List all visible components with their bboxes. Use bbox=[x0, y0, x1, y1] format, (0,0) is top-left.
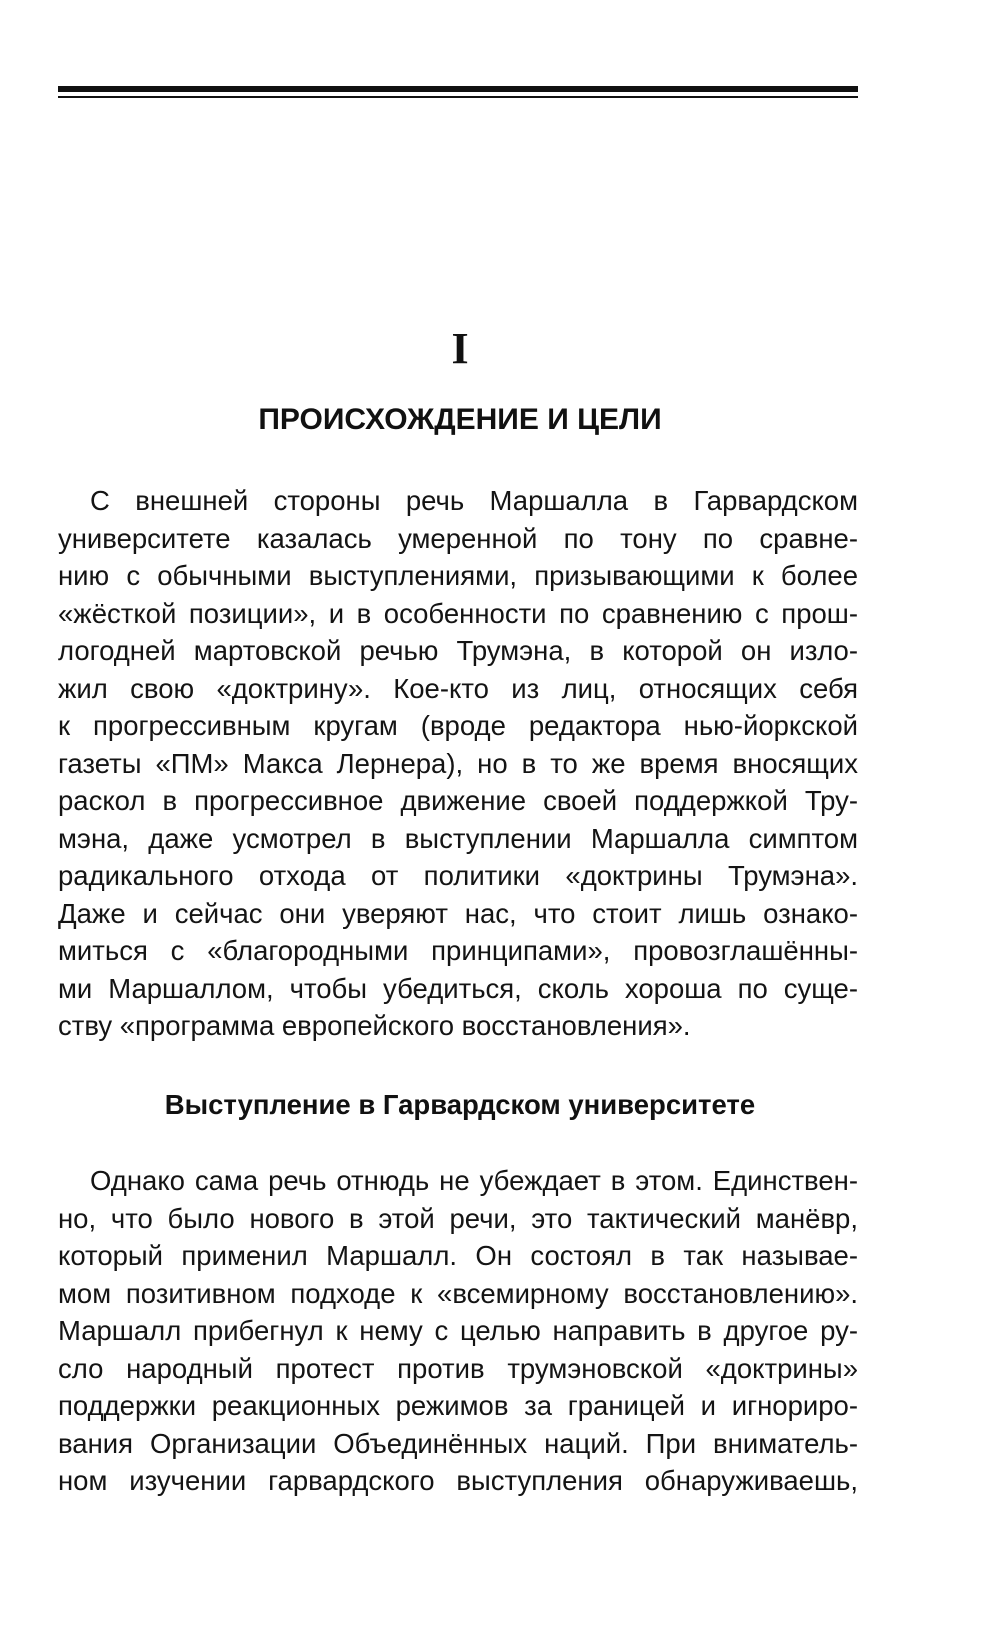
top-rule-thin-line bbox=[58, 96, 858, 98]
text-line: газеты «ПМ» Макса Лернера), но в то же время вносящих bbox=[58, 747, 858, 779]
text-line: Однако сама речь отнюдь не убеждает в этом. Единствен- bbox=[90, 1165, 858, 1196]
top-double-rule bbox=[58, 86, 858, 100]
text-line: ми Маршаллом, чтобы убедиться, сколь хороша по суще- bbox=[58, 972, 858, 1004]
text-line: университете казалась умеренной по тону по сравне- bbox=[58, 522, 858, 554]
text-line: сло народный протест против трумэновской «доктрины» bbox=[58, 1352, 858, 1384]
text-line: жил свою «доктрину». Кое-кто из лиц, относящих себя bbox=[58, 672, 858, 704]
text-line: логодней мартовской речью Трумэна, в которой он изло- bbox=[58, 635, 858, 666]
text-line: к прогрессивным кругам (вроде редактора нью-йоркской bbox=[58, 710, 858, 741]
text-line: Даже и сейчас они уверяют нас, что стоит лишь ознако- bbox=[58, 897, 858, 929]
chapter-title: ПРОИСХОЖДЕНИЕ И ЦЕЛИ bbox=[258, 403, 662, 436]
text-line: ном изучении гарвардского выступления обнаруживаешь, bbox=[58, 1465, 858, 1496]
text-line: Маршалл прибегнул к нему с целью направить в другое ру- bbox=[58, 1315, 858, 1346]
paragraph-harvard-speech bbox=[58, 1162, 858, 1500]
text-line: мэна, даже усмотрел в выступлении Маршалла симптом bbox=[58, 822, 858, 854]
text-line: нию с обычными выступлениями, призывающими к более bbox=[58, 560, 858, 591]
text-line: который применил Маршалл. Он состоял в так называе- bbox=[58, 1240, 858, 1271]
chapter-number: I bbox=[451, 324, 469, 373]
top-rule-thick-line bbox=[58, 86, 858, 92]
text-line: миться с «благородными принципами», провозглашённы- bbox=[58, 935, 858, 966]
text-line: С внешней стороны речь Маршалла в Гарвардском bbox=[90, 485, 858, 516]
text-line: радикального отхода от политики «доктрины Трумэна». bbox=[58, 860, 858, 891]
text-line: вания Организации Объединённых наций. При вниматель- bbox=[58, 1427, 858, 1459]
text-line: раскол в прогрессивное движение своей поддержкой Тру- bbox=[58, 785, 858, 816]
paragraph-intro bbox=[58, 482, 858, 1045]
text-line: мом позитивном подходе к «всемирному восстановлению». bbox=[58, 1277, 858, 1309]
section-heading: Выступление в Гарвардском университете bbox=[164, 1089, 756, 1120]
text-line: поддержки реакционных режимов за границей и игнориро- bbox=[58, 1390, 858, 1421]
text-line: ству «программа европейского восстановления». bbox=[58, 1010, 691, 1041]
text-line: но, что было нового в этой речи, это тактический манёвр, bbox=[58, 1202, 858, 1234]
text-line: «жёсткой позиции», и в особенности по сравнению с прош- bbox=[58, 597, 858, 629]
